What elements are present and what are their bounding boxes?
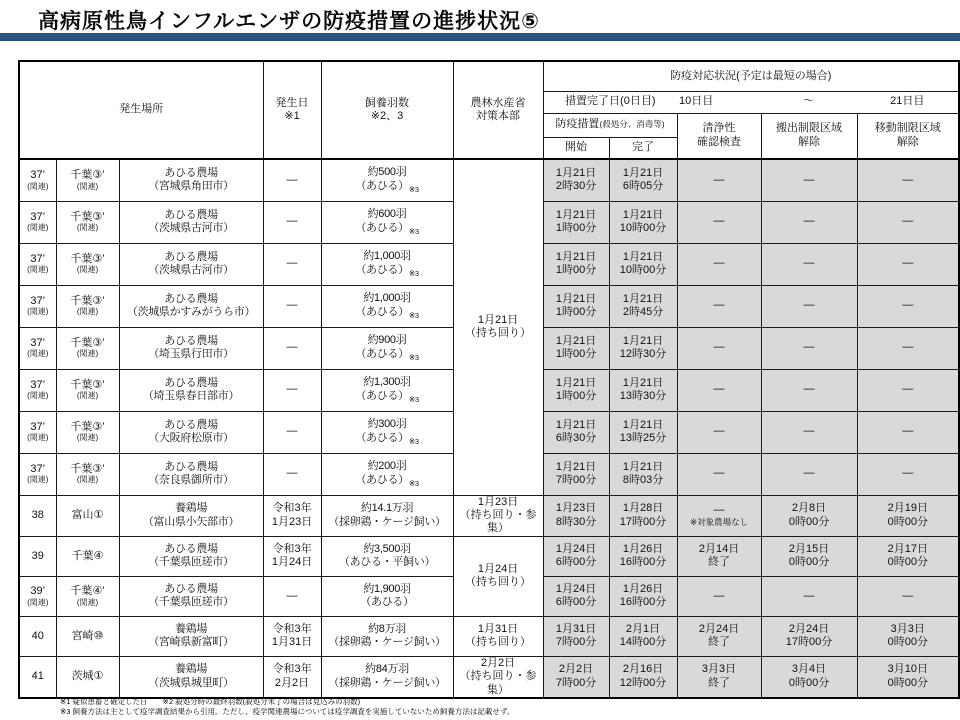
footnotes [60, 697, 514, 717]
cell-start: 1月21日 1時00分 [543, 285, 609, 327]
cell-start: 1月21日 7時00分 [543, 453, 609, 495]
cell-date: — [263, 327, 321, 369]
cell-birds: 約1,000羽 （あひる）$_{※3}$ [321, 285, 453, 327]
cell-ship: — [761, 576, 857, 616]
cell-no: 37’ (関連) [19, 411, 56, 453]
cell-end: 1月28日 17時00分 [609, 495, 677, 536]
cell-no: 37’ (関連) [19, 243, 56, 285]
cell-date: 令和3年 1月31日 [263, 616, 321, 656]
cell-birds: 約300羽 （あひる）$_{※3}$ [321, 411, 453, 453]
cell-move: 2月19日 0時00分 [857, 495, 959, 536]
header-clean: 清浄性 確認検査 [677, 113, 761, 159]
cell-birds: 約500羽 （あひる）$_{※3}$ [321, 159, 453, 201]
cell-farm: 養鶏場 （富山県小矢部市） [119, 495, 263, 536]
cell-pref: 千葉③’ (関連) [56, 327, 119, 369]
cell-move: 2月17日 0時00分 [857, 536, 959, 576]
cell-pref: 千葉④’ (関連) [56, 576, 119, 616]
cell-clean: — [677, 327, 761, 369]
cell-no: 37’ (関連) [19, 453, 56, 495]
timeline-day0: 措置完了日(0日目) [565, 95, 656, 108]
cell-start: 1月21日 1時00分 [543, 369, 609, 411]
cell-ship: — [761, 285, 857, 327]
cell-farm: 養鶏場 （宮崎県新富町） [119, 616, 263, 656]
cell-start: 1月24日 6時00分 [543, 536, 609, 576]
cell-end: 1月21日 13時25分 [609, 411, 677, 453]
cell-start: 1月21日 6時30分 [543, 411, 609, 453]
cell-clean: — [677, 159, 761, 201]
table-body [19, 159, 959, 698]
cell-start: 1月21日 2時30分 [543, 159, 609, 201]
cell-pref: 千葉③’ (関連) [56, 285, 119, 327]
cell-pref: 千葉③’ (関連) [56, 243, 119, 285]
cell-farm: あひる農場 （千葉県匝瑳市） [119, 576, 263, 616]
cell-farm: あひる農場 （茨城県古河市） [119, 243, 263, 285]
cell-pref: 千葉④ [56, 536, 119, 576]
cell-birds: 約8万羽 （採卵鶏・ケージ飼い） [321, 616, 453, 656]
cell-no: 40 [19, 616, 56, 656]
cell-clean: 2月14日 終了 [677, 536, 761, 576]
cell-farm: あひる農場 （茨城県かすみがうら市） [119, 285, 263, 327]
cell-no: 41 [19, 656, 56, 698]
header-move-release: 移動制限区域 解除 [857, 113, 959, 159]
cell-farm: あひる農場 （茨城県古河市） [119, 201, 263, 243]
cell-move: — [857, 201, 959, 243]
table-row [19, 159, 959, 201]
cell-no: 37’ (関連) [19, 369, 56, 411]
cell-move: 3月10日 0時00分 [857, 656, 959, 698]
cell-start: 1月23日 8時30分 [543, 495, 609, 536]
header-end: 完了 [609, 137, 677, 159]
header-start: 開始 [543, 137, 609, 159]
cell-clean: — [677, 243, 761, 285]
cell-clean: 3月3日 終了 [677, 656, 761, 698]
cell-end: 1月21日 13時30分 [609, 369, 677, 411]
header-place: 発生場所 [19, 61, 263, 159]
cell-end: 1月21日 10時00分 [609, 201, 677, 243]
cell-move: — [857, 453, 959, 495]
cell-clean: — [677, 576, 761, 616]
cell-move: — [857, 159, 959, 201]
header-status-title: 防疫対応状況(予定は最短の場合) [543, 61, 959, 91]
footnote-1: ※1 疑似患畜と確定した日 ※2 殺処分時の最終羽数(殺処分未了の場合は見込みの羽数) [60, 697, 361, 706]
cell-hq: 1月24日 （持ち回り） [453, 536, 543, 616]
header-date: 発生日 ※1 [263, 61, 321, 159]
cell-date: 令和3年 1月24日 [263, 536, 321, 576]
cell-ship: — [761, 453, 857, 495]
cell-farm: あひる農場 （埼玉県春日部市） [119, 369, 263, 411]
cell-farm: あひる農場 （千葉県匝瑳市） [119, 536, 263, 576]
cell-end: 1月21日 6時05分 [609, 159, 677, 201]
table-row [19, 536, 959, 576]
timeline-tilde: ～ [803, 95, 815, 108]
cell-clean: — [677, 453, 761, 495]
cell-hq: 1月23日 （持ち回り・参集） [453, 495, 543, 536]
title-underline-bar [0, 33, 960, 41]
cell-no: 39 [19, 536, 56, 576]
cell-clean: — [677, 285, 761, 327]
cell-move: — [857, 243, 959, 285]
cell-clean: 2月24日 終了 [677, 616, 761, 656]
footnote-2: ※3 飼養方法は主として疫学調査結果から引用。ただし、疫学関連農場については疫学調査を実施していないため飼養方法は記載せず。 [60, 707, 515, 717]
cell-farm: あひる農場 （大阪府松原市） [119, 411, 263, 453]
cell-move: — [857, 369, 959, 411]
cell-date: — [263, 576, 321, 616]
cell-birds: 約84万羽 （採卵鶏・ケージ飼い） [321, 656, 453, 698]
cell-birds: 約200羽 （あひる）$_{※3}$ [321, 453, 453, 495]
cell-ship: — [761, 243, 857, 285]
header-birds: 飼養羽数 ※2、3 [321, 61, 453, 159]
cell-start: 1月21日 1時00分 [543, 201, 609, 243]
timeline-day10: 10日目 [679, 95, 714, 108]
cell-birds: 約3,500羽 （あひる・平飼い） [321, 536, 453, 576]
cell-pref: 千葉③’ (関連) [56, 411, 119, 453]
cell-farm: あひる農場 （奈良県御所市） [119, 453, 263, 495]
cell-ship: — [761, 201, 857, 243]
cell-hq: 1月21日 （持ち回り） [453, 159, 543, 495]
cell-hq: 2月2日 （持ち回り・参集） [453, 656, 543, 698]
cell-ship: 2月24日 17時00分 [761, 616, 857, 656]
cell-ship: — [761, 369, 857, 411]
cell-no: 38 [19, 495, 56, 536]
cell-clean: — [677, 201, 761, 243]
cell-start: 2月2日 7時00分 [543, 656, 609, 698]
cell-birds: 約1,000羽 （あひる）$_{※3}$ [321, 243, 453, 285]
cell-no: 37’ (関連) [19, 327, 56, 369]
cell-date: — [263, 453, 321, 495]
cell-end: 1月21日 12時30分 [609, 327, 677, 369]
cell-start: 1月21日 1時00分 [543, 243, 609, 285]
cell-no: 37’ (関連) [19, 285, 56, 327]
cell-birds: 約900羽 （あひる）$_{※3}$ [321, 327, 453, 369]
cell-ship: — [761, 411, 857, 453]
cell-move: — [857, 411, 959, 453]
cell-date: — [263, 369, 321, 411]
cell-ship: 2月15日 0時00分 [761, 536, 857, 576]
cell-birds: 約14.1万羽 （採卵鶏・ケージ飼い） [321, 495, 453, 536]
cell-start: 1月21日 1時00分 [543, 327, 609, 369]
cell-end: 2月1日 14時00分 [609, 616, 677, 656]
cell-pref: 茨城① [56, 656, 119, 698]
page-title: 高病原性鳥インフルエンザの防疫措置の進捗状況⑤ [38, 10, 540, 33]
table-row [19, 656, 959, 698]
cell-end: 2月16日 12時00分 [609, 656, 677, 698]
cell-ship: — [761, 159, 857, 201]
cell-start: 1月24日 6時00分 [543, 576, 609, 616]
cell-date: 令和3年 1月23日 [263, 495, 321, 536]
table-row [19, 616, 959, 656]
cell-end: 1月21日 10時00分 [609, 243, 677, 285]
cell-clean: — [677, 369, 761, 411]
cell-move: — [857, 576, 959, 616]
cell-date: — [263, 159, 321, 201]
cell-farm: 養鶏場 （茨城県城里町） [119, 656, 263, 698]
cell-hq: 1月31日 （持ち回り） [453, 616, 543, 656]
header-measures: 防疫措置(殺処分、消毒等) [543, 113, 677, 137]
cell-end: 1月26日 16時00分 [609, 576, 677, 616]
cell-pref: 千葉③’ (関連) [56, 369, 119, 411]
header-ship-release: 搬出制限区域 解除 [761, 113, 857, 159]
cell-clean: — ※対象農場なし [677, 495, 761, 536]
table-row [19, 495, 959, 536]
cell-pref: 宮崎⑩ [56, 616, 119, 656]
header-hq: 農林水産省 対策本部 [453, 61, 543, 159]
cell-date: — [263, 285, 321, 327]
cell-birds: 約600羽 （あひる）$_{※3}$ [321, 201, 453, 243]
report-table [18, 60, 960, 699]
cell-start: 1月31日 7時00分 [543, 616, 609, 656]
cell-clean: — [677, 411, 761, 453]
cell-pref: 千葉③’ (関連) [56, 453, 119, 495]
cell-end: 1月26日 16時00分 [609, 536, 677, 576]
cell-birds: 約1,300羽 （あひる）$_{※3}$ [321, 369, 453, 411]
cell-move: — [857, 327, 959, 369]
timeline-day21: 21日目 [890, 95, 925, 108]
cell-end: 1月21日 8時03分 [609, 453, 677, 495]
cell-pref: 千葉③’ (関連) [56, 159, 119, 201]
cell-no: 39’ (関連) [19, 576, 56, 616]
cell-end: 1月21日 2時45分 [609, 285, 677, 327]
cell-pref: 富山① [56, 495, 119, 536]
cell-farm: あひる農場 （宮城県角田市） [119, 159, 263, 201]
header-timeline [543, 91, 959, 113]
cell-no: 37’ (関連) [19, 159, 56, 201]
cell-ship: 3月4日 0時00分 [761, 656, 857, 698]
cell-date: — [263, 411, 321, 453]
cell-farm: あひる農場 （埼玉県行田市） [119, 327, 263, 369]
cell-ship: 2月8日 0時00分 [761, 495, 857, 536]
cell-date: — [263, 243, 321, 285]
cell-date: 令和3年 2月2日 [263, 656, 321, 698]
cell-date: — [263, 201, 321, 243]
cell-move: — [857, 285, 959, 327]
cell-ship: — [761, 327, 857, 369]
cell-move: 3月3日 0時00分 [857, 616, 959, 656]
cell-no: 37’ (関連) [19, 201, 56, 243]
cell-pref: 千葉③’ (関連) [56, 201, 119, 243]
cell-birds: 約1,900羽 （あひる） [321, 576, 453, 616]
table-header [19, 61, 959, 159]
